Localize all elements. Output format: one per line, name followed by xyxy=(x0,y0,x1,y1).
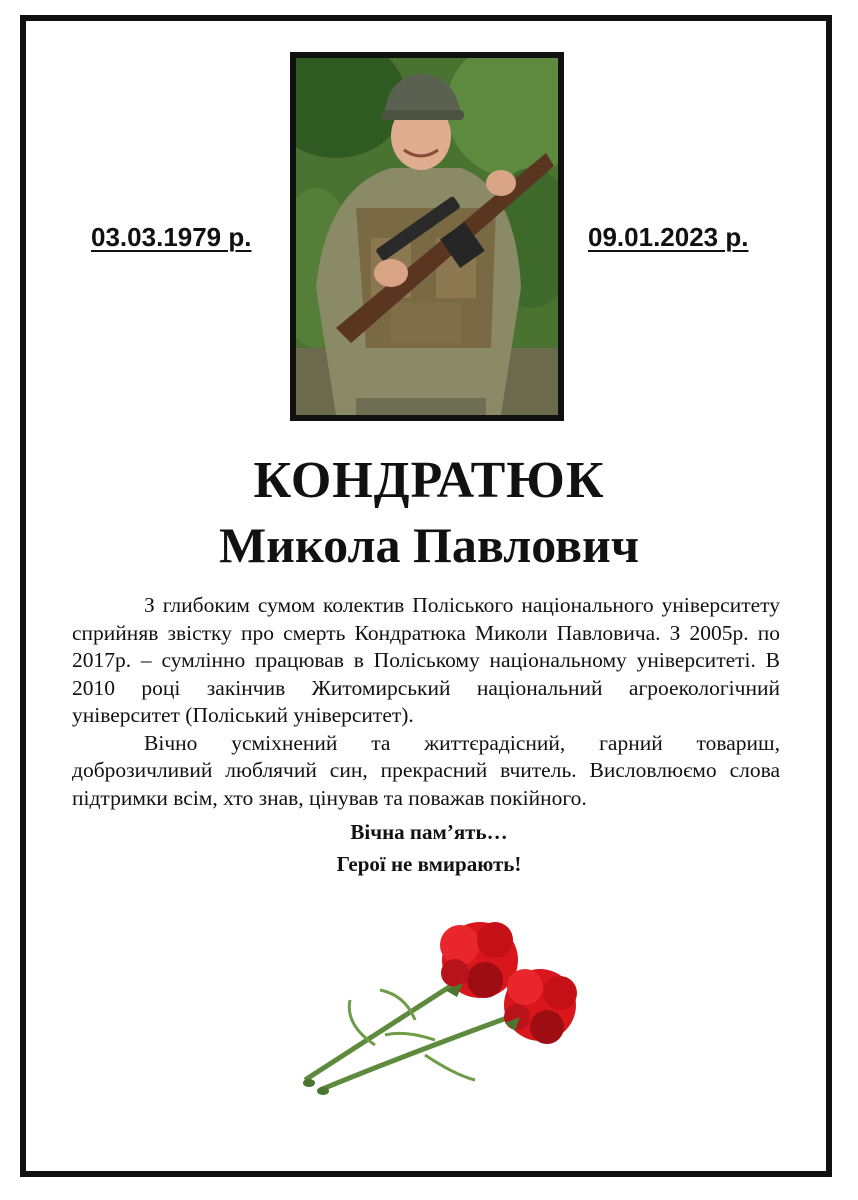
portrait-photo xyxy=(290,52,564,421)
eternal-memory-line: Вічна пам’ять… xyxy=(350,820,508,844)
given-names: Микола Павлович xyxy=(218,517,640,573)
surname: КОНДРАТЮК xyxy=(253,452,605,509)
paragraph: З глибоким сумом колектив Поліського національного університету сприйняв звістку про смерть Кондратюка Миколи Павловича. З 2005р. по 2017р. – сумлінно працював в Поліському національному університеті. В 2010 році закінчив Житомирський національний агроекологічний університет (Поліський університет). xyxy=(72,593,780,727)
red-carnations-icon xyxy=(285,905,605,1105)
paragraph: Вічно усміхнений та життєрадісний, гарний товариш, доброзичливий люблячий син, прекрасний вчитель. Висловлюємо слова підтримки всім, хто знав, цінував та поважав покійного. xyxy=(72,730,780,810)
birth-date: 03.03.1979 р. xyxy=(91,222,252,252)
soldier-portrait-icon xyxy=(296,58,558,415)
obituary-text xyxy=(72,592,780,812)
death-date: 09.01.2023 р. xyxy=(588,222,749,252)
heroes-line: Герої не вмирають! xyxy=(336,852,522,876)
flowers-image xyxy=(285,905,605,1105)
